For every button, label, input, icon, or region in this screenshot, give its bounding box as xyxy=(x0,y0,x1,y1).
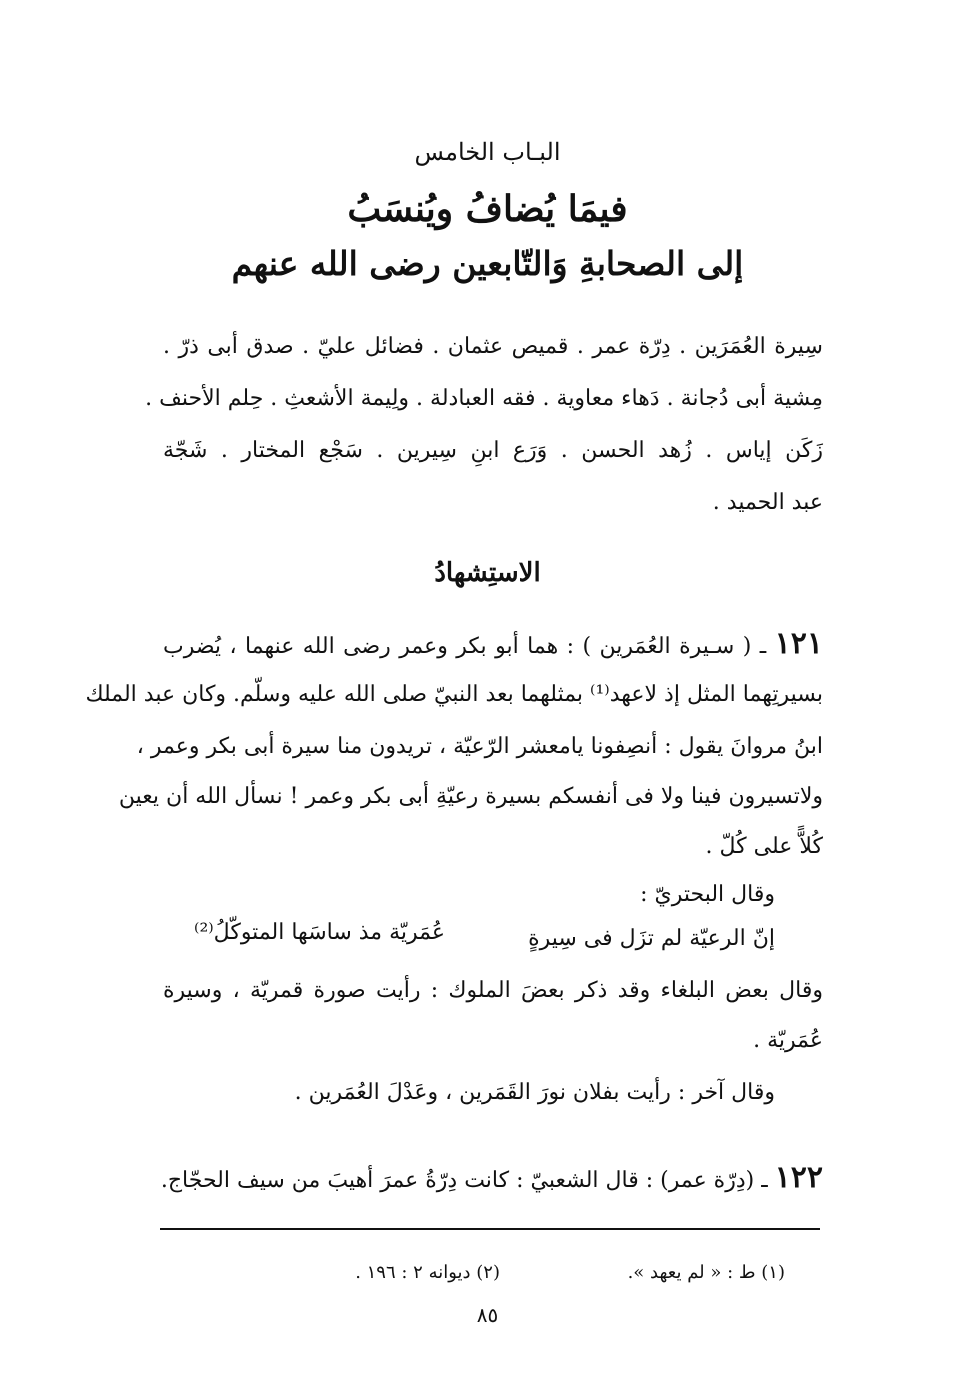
verse-hemistich-2: عُمَريّة مذ ساسَها المتوكّلُ⁽²⁾ xyxy=(194,920,445,945)
summary-line: سِيرة العُمَرَين . دِرّة عمر . قميص عثمان . فضائل عليّ . صدق أبى ذرّ . xyxy=(163,334,823,359)
chapter-title-line-2: إلى الصحابةِ وَالتّابعين رضى الله عنهم xyxy=(231,244,744,283)
summary-line: عبد الحميد . xyxy=(712,490,823,515)
entry-121-line: كُلاًّ على كُلّ . xyxy=(705,834,823,859)
footnote-divider xyxy=(160,1228,820,1230)
footnote-1: (١) ط : « لم يعهد ». xyxy=(627,1262,785,1283)
footnote-2: (٢) ديوانه ٢ : ١٩٦ . xyxy=(355,1262,500,1283)
entry-121-line: ابنُ مروانَ يقول : أنصِفونا يامعشر الرّعيّة ، تريدون منا سيرة أبى بكر وعمر ، xyxy=(136,734,823,759)
entry-122-text: ـ (دِرّة عمر) : قال الشعبيّ : كانت دِرّةُ عمرَ أهيبَ من سيف الحجّاج. xyxy=(160,1168,768,1193)
chapter-title-line-1: فيمَا يُضافُ ويُنسَبُ xyxy=(347,188,628,230)
entry-number: ١٢٢ xyxy=(774,1160,823,1195)
entry-121-line: ولاتسيرون فينا ولا فى أنفسكم بسيرة رعيّةِ أبى بكر وعمر ! نسأل الله أن يعين xyxy=(118,784,823,809)
entry-121-text: ـ ( سـيرة العُمَرين ) : هما أبو بكر وعمر رضى الله عنهما ، يُضرب xyxy=(163,634,767,659)
section-heading: الاستِشهادُ xyxy=(434,558,541,588)
summary-line: زَكَن إياس . زُهد الحسن . وَرَع ابنِ سِيرين . سَجْع المختار . شَجّة xyxy=(163,438,823,463)
quote-line: وقال آخر : رأيت بفلان نورَ القَمَرين ، وعَدْلَ العُمَرين . xyxy=(294,1080,775,1105)
quote-line: عُمَريّة . xyxy=(753,1028,823,1053)
entry-122-line xyxy=(160,1160,823,1195)
quote-line: وقال بعض البلغاء وقد ذكر بعضَ الملوك : رأيت صورة قمريّة ، وسيرة xyxy=(163,978,823,1003)
chapter-label: البـاب الخامس xyxy=(414,138,561,166)
page-number: ٨٥ xyxy=(476,1303,499,1327)
poet-intro: وقال البحتريّ : xyxy=(640,882,775,907)
entry-121-line: بسيرتِهما المثل إذ لاعهد⁽¹⁾ بمثلهما بعد النبيّ صلى الله عليه وسلّم. وكان عبد الملك xyxy=(85,682,823,707)
entry-number: ١٢١ xyxy=(774,626,823,661)
summary-line: مِشية أبى دُجانة . دَهاء معاوية . فقه العبادلة . ولِيمة الأشعثِ . حِلم الأحنف . xyxy=(145,386,823,411)
verse-hemistich-1: إنّ الرعيّة لم تزَل فى سِيرةٍ xyxy=(528,926,775,951)
entry-121-line xyxy=(163,626,823,661)
